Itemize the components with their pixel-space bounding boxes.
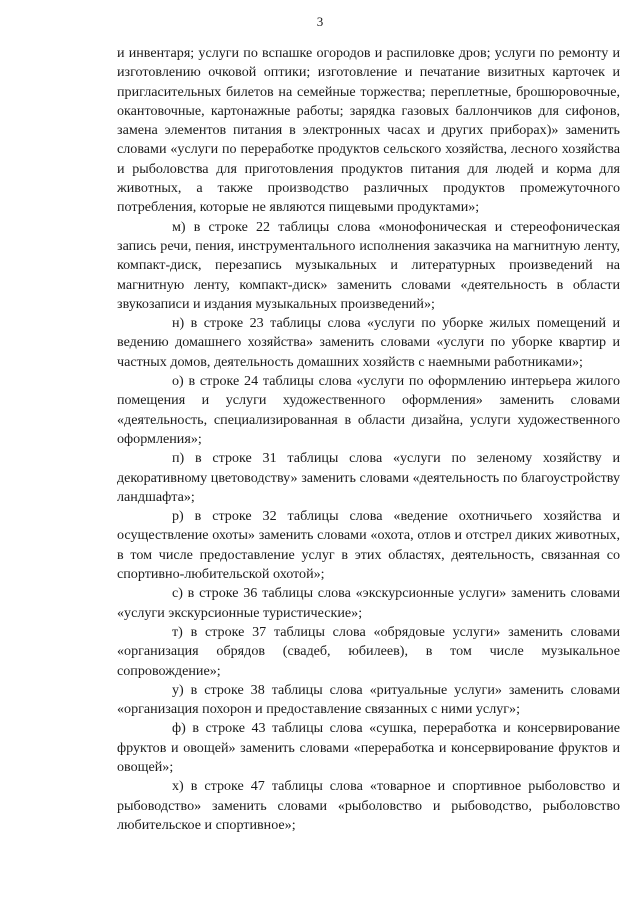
page-number: 3 bbox=[316, 14, 324, 29]
paragraph-continuation: и инвентаря; услуги по вспашке огородов и распиловке дров; услуги по ремонту и изготовлению очковой оптики; изготовление и печатание визитных карточек и пригласительных билетов на семейные торжества; переплетные, брошюровочные, окантовочные, картонажные работы; зарядка газовых баллончиков для сифонов, замена элементов питания в электронных часах и других приборах)» заменить словами «услуги по переработке продуктов сельского хозяйства, лесного хозяйства и рыболовства для приготовления продуктов питания для людей и корма для животных, а также производство различных продуктов промежуточного потребления, которые не являются пищевыми продуктами»; bbox=[117, 45, 620, 216]
paragraph-item-n: н) в строке 23 таблицы слова «услуги по уборке жилых помещений и ведению домашнего хозяйства» заменить словами «услуги по уборке квартир и частных домов, деятельность домашних хозяйств с наемными работниками»; bbox=[117, 315, 620, 370]
paragraph-item-p: п) в строке 31 таблицы слова «услуги по зеленому хозяйству и декоративному цветоводству» заменить словами «деятельность по благоустройству ландшафта»; bbox=[117, 450, 620, 505]
paragraph-item-u: у) в строке 38 таблицы слова «ритуальные услуги» заменить словами «организация похорон и предоставление связанных с ними услуг»; bbox=[117, 681, 620, 718]
paragraph-item-m: м) в строке 22 таблицы слова «монофоническая и стереофоническая запись речи, пения, инструментального исполнения заказчика на магнитную ленту, компакт-диск, перезапись музыкальных и литературных произведений на магнитную ленту, компакт-диск» заменить словами «деятельность в области звукозаписи и издания музыкальных произведений»; bbox=[117, 218, 620, 312]
paragraph-item-s: с) в строке 36 таблицы слова «экскурсионные услуги» заменить словами «услуги экскурсионные туристические»; bbox=[117, 585, 620, 621]
document-body bbox=[117, 44, 620, 835]
paragraph-item-kh: х) в строке 47 таблицы слова «товарное и спортивное рыболовство и рыбоводство» заменить словами «рыболовство и рыбоводство, рыболовство любительское и спортивное»; bbox=[117, 778, 620, 833]
paragraph-item-r: р) в строке 32 таблицы слова «ведение охотничьего хозяйства и осуществление охоты» заменить словами «охота, отлов и отстрел диких животных, в том числе предоставление услуг в этих областях, деятельность, связанная со спортивно-любительской охотой»; bbox=[117, 508, 620, 583]
paragraph-item-f: ф) в строке 43 таблицы слова «сушка, переработка и консервирование фруктов и овощей» заменить словами «переработка и консервирование фруктов и овощей»; bbox=[117, 720, 620, 775]
paragraph-item-o: о) в строке 24 таблицы слова «услуги по оформлению интерьера жилого помещения и услуги художественного оформления» заменить словами «деятельность, специализированная в области дизайна, услуги художественного оформления»; bbox=[117, 373, 620, 447]
paragraph-item-t: т) в строке 37 таблицы слова «обрядовые услуги» заменить словами «организация обрядов (свадеб, юбилеев), в том числе музыкальное сопровождение»; bbox=[117, 623, 620, 679]
